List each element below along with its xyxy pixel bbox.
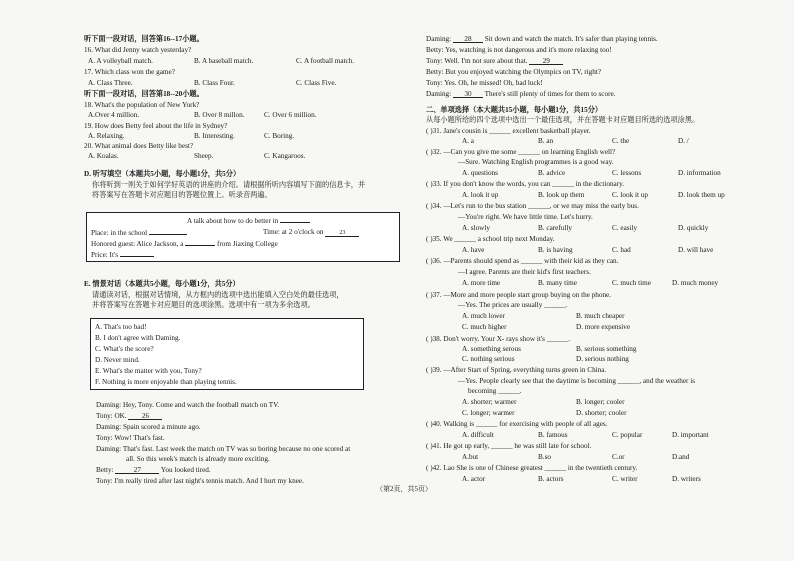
q16-stem: 16. What did Jenny watch yesterday?: [84, 46, 192, 54]
dialogue-line-2-text: Tony: OK.: [96, 412, 127, 420]
dialogue-line-14: [426, 91, 615, 98]
q42-c: C. writer: [612, 475, 638, 483]
section-d-title: D. 听写填空（本题共5小题，每小题1分，共5分）: [84, 170, 241, 178]
q38-b: B. serious something: [576, 345, 637, 353]
intro-16-17: 听下面一段对话，回答第16--17小题。: [84, 35, 204, 43]
q18-c: C. Over 6 million.: [264, 111, 317, 119]
q17-stem: 17. Which class won the game?: [84, 68, 175, 76]
q41-c: C.or: [612, 453, 625, 461]
dialogue-line-8: Tony: I'm really tired after last night's tennis match. And I hurt my knee.: [96, 477, 304, 485]
card-blank-25: [120, 250, 154, 257]
page-footer: （第2页，共5页）: [376, 485, 432, 493]
q16-c: C. A football match.: [296, 57, 355, 65]
q40-d: D. important: [672, 431, 709, 439]
q32-stem: ( )32. —Can you give me some ______ on learning English well?: [426, 148, 616, 156]
q41-b: B.so: [538, 453, 551, 461]
card-price: [91, 250, 154, 259]
q35-c: C. had: [612, 246, 631, 254]
q34-a: A. slowly: [462, 224, 490, 232]
card-blank-23: 23: [325, 230, 359, 237]
q38-c: C. nothing serious: [462, 355, 515, 363]
section-2-instruction: 从每小题所给的四个选项中选出一个最佳选项，并在答题卡对应题目所选的选项涂黑。: [426, 116, 700, 124]
q32-d: D. information: [678, 169, 721, 177]
blank-27: 27: [115, 467, 159, 474]
q38-d: D. serious nothing: [576, 355, 629, 363]
dialogue-line-6: all. So this week's match is already more exciting.: [126, 455, 270, 463]
dialogue-line-11: [426, 58, 563, 65]
option-e: E. What's the matter with you, Tony?: [95, 367, 202, 375]
q38-a: A. something serous: [462, 345, 521, 353]
dialogue-line-9-speaker: Daming:: [426, 35, 452, 43]
dialogue-line-7-speaker: Betty:: [96, 466, 114, 474]
q33-b: B. look up them: [538, 191, 585, 199]
q36-b: B. many time: [538, 279, 577, 287]
q40-a: A. difficult: [462, 431, 494, 439]
q33-a: A. look it up: [462, 191, 499, 199]
q34-stem-2: —You're right. We have little time. Let's hurry.: [458, 213, 593, 221]
section-d-instruction-2: 将答案写在答题卡对应题目的答题位置上。听录音两遍。: [92, 191, 272, 199]
card-place-text: Place: in the school: [91, 229, 148, 237]
q38-stem: ( )38. Don't worry. Your X- rays show it's ______.: [426, 335, 571, 343]
q19-stem: 19. How does Betty feel about the life in Sydney?: [84, 122, 228, 130]
q37-c: C. much higher: [462, 323, 507, 331]
dialogue-line-14-text: There's still plenty of times for them to score.: [484, 90, 616, 98]
q36-stem: ( )36. —Parents should spend as ______ with their kid as they can.: [426, 257, 619, 265]
blank-28: 28: [453, 36, 483, 43]
card-guest-text: Honored guest: Alice Jackson, a: [91, 240, 184, 248]
q39-d: D. shorter; cooler: [576, 409, 627, 417]
dialogue-line-2: [96, 413, 162, 420]
q39-stem: ( )39. —After Start of Spring, everything turns green in China.: [426, 366, 607, 374]
dialogue-line-14-speaker: Daming:: [426, 90, 452, 98]
q42-d: D. writers: [672, 475, 701, 483]
q39-b: B. longer; cooler: [576, 398, 625, 406]
q31-a: A. a: [462, 137, 474, 145]
q37-d: D. more expensive: [576, 323, 631, 331]
q31-stem: ( )31. Jane's cousin is ______ excellent basketball player.: [426, 127, 591, 135]
q16-a: A. A volleyball match.: [88, 57, 153, 65]
q36-c: C. much time: [612, 279, 651, 287]
q42-stem: ( )42. Lao She is one of Chinese greatest ______ in the twentieth century.: [426, 464, 638, 472]
card-blank-24: [185, 239, 215, 246]
q20-b: Sheep.: [194, 152, 214, 160]
q31-c: C. the: [612, 137, 630, 145]
card-from-text: from Jiaxing College: [217, 240, 278, 248]
dialogue-line-9-text: Sit down and watch the match. It's safer than playing tennis.: [484, 35, 658, 43]
q37-a: A. much lower: [462, 312, 505, 320]
q17-b: B. Class Four.: [194, 79, 235, 87]
card-blank-22: [149, 228, 187, 235]
section-2-title: 二、单项选择（本大题共15小题，每小题1分，共15分）: [426, 106, 603, 114]
q31-b: B. an: [538, 137, 554, 145]
q39-c: C. longer; warmer: [462, 409, 515, 417]
card-guest: [91, 239, 278, 248]
q20-stem: 20. What animal does Betty like best?: [84, 142, 194, 150]
q19-b: B. Interesting.: [194, 132, 235, 140]
q37-stem: ( )37. —More and more people start group buying on the phone.: [426, 291, 612, 299]
q19-a: A. Relaxing.: [88, 132, 125, 140]
dialogue-line-5: Daming: That's fast. Last week the match on TV was so boring because no one scored at: [96, 445, 351, 453]
q37-b: B. much cheaper: [576, 312, 625, 320]
q18-a: A.Over 4 million.: [88, 111, 140, 119]
q17-a: A. Class Three.: [88, 79, 133, 87]
q36-d: D. much money: [672, 279, 719, 287]
q40-stem: ( )40. Walking is ______ for exercising with people of all ages.: [426, 420, 608, 428]
dialogue-line-7-text: You looked tired.: [160, 466, 211, 474]
info-card: [86, 212, 400, 262]
card-title: [187, 216, 310, 225]
card-place: [91, 228, 187, 237]
q20-c: C. Kangaroos.: [264, 152, 306, 160]
q34-c: C. easily: [612, 224, 638, 232]
dialogue-line-12: Betty: But you enjoyed watching the Olympics on TV, right?: [426, 68, 602, 76]
q39-a: A. shorter; warmer: [462, 398, 517, 406]
q32-stem-2: —Sure. Watching English programmes is a good way.: [458, 158, 614, 166]
q32-c: C. lessons: [612, 169, 642, 177]
q40-c: C. popular: [612, 431, 643, 439]
section-d-instruction-1: 你将听到一则关于如何学好英语的讲座的介绍。请根据所听内容填写下面的信息卡，并: [92, 181, 366, 189]
intro-18-20: 听下面一段对话，回答第18--20小题。: [84, 90, 204, 98]
q36-a: A. more time: [462, 279, 501, 287]
options-box: [90, 318, 364, 390]
dialogue-line-13: Tony: Yes. Oh, he missed! Oh, bad luck!: [426, 79, 543, 87]
q18-stem: 18. What's the population of New York?: [84, 101, 200, 109]
dialogue-line-4: Tony: Wow! That's fast.: [96, 434, 165, 442]
q34-stem: ( )34. —Let's run to the bus station ______, or we may miss the early bus.: [426, 202, 639, 210]
q16-b: B. A baseball match.: [194, 57, 254, 65]
dialogue-line-11-text: Tony: Well. I'm not sure about that.: [426, 57, 528, 65]
q41-stem: ( )41. He got up early, ______ he was still late for school.: [426, 442, 592, 450]
q34-b: B. carefully: [538, 224, 572, 232]
q39-stem-2: —Yes. People clearly see that the daytime is becoming ______, and the weather is: [458, 377, 695, 385]
q35-stem: ( )35. We ______ a school trip next Monday.: [426, 235, 555, 243]
card-time-text: Time: at 2 o'clock on: [263, 228, 324, 236]
q19-c: C. Boring.: [264, 132, 295, 140]
q41-a: A.but: [462, 453, 479, 461]
q40-b: B. famous: [538, 431, 568, 439]
dialogue-line-10: Betty: Yes, watching is not dangerous and it's more relaxing too!: [426, 46, 612, 54]
q33-c: C. look it up: [612, 191, 648, 199]
option-c: C. What's the score?: [95, 345, 154, 353]
q42-a: A. actor: [462, 475, 486, 483]
option-b: B. I don't agree with Daming.: [95, 334, 181, 342]
q17-c: C. Class Five.: [296, 79, 337, 87]
q32-a: A. questions: [462, 169, 498, 177]
q33-d: D. look them up: [678, 191, 725, 199]
blank-30: 30: [453, 91, 483, 98]
blank-29: 29: [529, 58, 563, 65]
section-e-instruction-1: 请通读对话，根据对话情境，从方框内的选项中选出能填入空白处的最佳选项，: [92, 291, 344, 299]
section-e-title: E. 情景对话（本题共5小题，每小题1分，共5分）: [84, 280, 240, 288]
q35-a: A. have: [462, 246, 485, 254]
dialogue-line-9: [426, 36, 658, 43]
dialogue-line-3: Daming: Spain scored a minute ago.: [96, 423, 201, 431]
q34-d: D. quickly: [678, 224, 709, 232]
option-a: A. That's too bad!: [95, 323, 147, 331]
q39-stem-3: becoming ______.: [468, 387, 522, 395]
q20-a: A. Koalas.: [88, 152, 119, 160]
q35-b: B. is having: [538, 246, 573, 254]
q37-stem-2: —Yes. The prices are usually ______.: [458, 301, 568, 309]
section-e-instruction-2: 并将答案写在答题卡对应题目的选项涂黑。选项中有一项为多余选项。: [92, 301, 315, 309]
q41-d: D.and: [672, 453, 690, 461]
card-price-text: Price: It's: [91, 251, 119, 259]
q42-b: B. actors: [538, 475, 564, 483]
q32-b: B. advice: [538, 169, 566, 177]
dialogue-line-7: [96, 467, 211, 474]
card-blank-21: [280, 216, 310, 223]
q31-d: D. /: [678, 137, 689, 145]
blank-26: 26: [128, 413, 162, 420]
option-f: F. Nothing is more enjoyable than playing tennis.: [95, 378, 237, 386]
card-title-text: A talk about how to do better in: [187, 217, 279, 225]
card-time: [263, 228, 359, 237]
dialogue-line-1: Daming: Hey, Tony. Come and watch the football match on TV.: [96, 401, 280, 409]
option-d: D. Never mind.: [95, 356, 140, 364]
q35-d: D. will have: [678, 246, 714, 254]
q18-b: B. Over 8 millon.: [194, 111, 245, 119]
q33-stem: ( )33. If you don't know the words, you can ______ in the dictionary.: [426, 180, 625, 188]
q36-stem-2: —I agree. Parents are their kid's first teachers.: [458, 268, 591, 276]
